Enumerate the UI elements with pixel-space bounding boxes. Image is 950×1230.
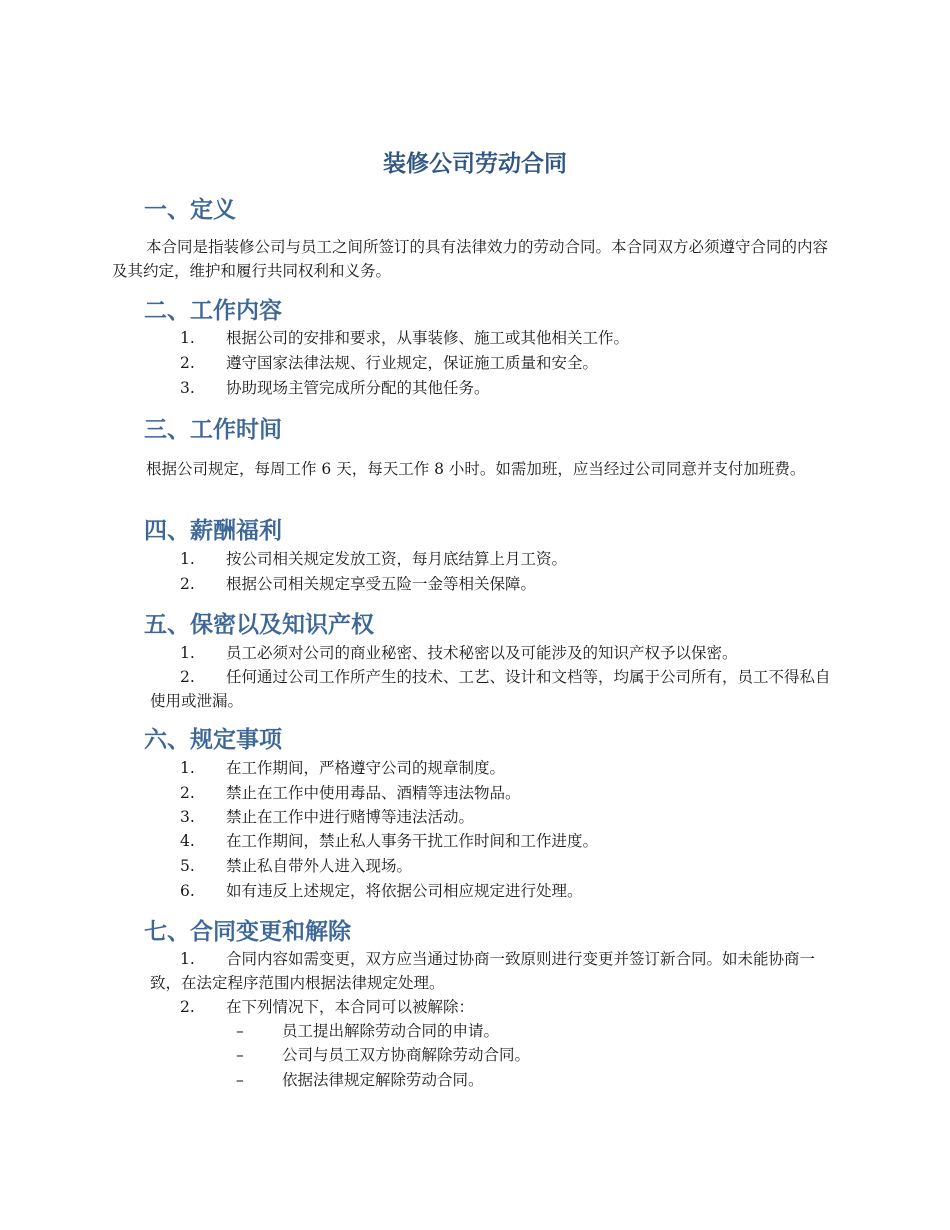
list-item	[180, 547, 567, 571]
list-item	[180, 351, 598, 375]
list-item	[150, 665, 838, 713]
list-text: 协助现场主管完成所分配的其他任务。	[226, 379, 490, 397]
list-number: 2.	[180, 668, 195, 686]
list-item	[180, 641, 738, 665]
sub-list-item	[236, 1019, 499, 1043]
section-heading-salary: 四、薪酬福利	[144, 518, 282, 544]
dash-bullet: –	[236, 1022, 244, 1040]
list-text: 遵守国家法律法规、行业规定，保证施工质量和安全。	[226, 354, 599, 372]
list-text: 在工作期间，严格遵守公司的规章制度。	[226, 759, 506, 777]
list-number: 3.	[180, 808, 195, 826]
list-number: 2.	[180, 354, 195, 372]
list-number: 1.	[180, 329, 195, 347]
list-text: 禁止在工作中进行赌博等违法活动。	[226, 808, 475, 826]
section-heading-rules: 六、规定事项	[144, 727, 282, 753]
list-item	[180, 805, 474, 829]
list-item	[180, 756, 505, 780]
list-number: 1.	[180, 759, 195, 777]
document-title: 装修公司劳动合同	[383, 151, 567, 177]
sub-list-text: 公司与员工双方协商解除劳动合同。	[282, 1046, 531, 1064]
sub-list-item	[236, 1068, 484, 1092]
list-text: 在下列情况下，本合同可以被解除：	[226, 998, 475, 1016]
list-number: 1.	[180, 644, 195, 662]
list-number: 2.	[180, 998, 195, 1016]
list-text: 禁止在工作中使用毒品、酒精等违法物品。	[226, 784, 521, 802]
list-item	[180, 829, 598, 853]
section-heading-work-content: 二、工作内容	[144, 298, 282, 324]
list-number: 2.	[180, 575, 195, 593]
section-paragraph-definition: 本合同是指装修公司与员工之间所签订的具有法律效力的劳动合同。本合同双方必须遵守合同的内容及其约定，维护和履行共同权利和义务。	[112, 238, 829, 280]
list-number: 1.	[180, 550, 195, 568]
list-item	[180, 376, 490, 400]
section-heading-definition: 一、定义	[144, 197, 236, 223]
list-text: 按公司相关规定发放工资，每月底结算上月工资。	[226, 550, 568, 568]
list-item	[180, 326, 629, 350]
list-text: 根据公司相关规定享受五险一金等相关保障。	[226, 575, 537, 593]
sub-list-item	[236, 1043, 530, 1067]
list-text: 任何通过公司工作所产生的技术、工艺、设计和文档等，均属于公司所有，员工不得私自使用或泄漏。	[150, 668, 831, 710]
list-number: 3.	[180, 379, 195, 397]
sub-list-text: 依据法律规定解除劳动合同。	[282, 1071, 484, 1089]
list-number: 4.	[180, 832, 195, 850]
section-heading-work-time: 三、工作时间	[144, 417, 282, 443]
list-text: 员工必须对公司的商业秘密、技术秘密以及可能涉及的知识产权予以保密。	[226, 644, 738, 662]
dash-bullet: –	[236, 1071, 244, 1089]
list-number: 1.	[180, 950, 195, 968]
list-number: 2.	[180, 784, 195, 802]
section-paragraph-work-time: 根据公司规定，每周工作 6 天，每天工作 8 小时。如需加班，应当经过公司同意并支付加班费。	[146, 460, 806, 478]
list-item	[150, 947, 838, 995]
list-text: 在工作期间，禁止私人事务干扰工作时间和工作进度。	[226, 832, 599, 850]
list-text: 禁止私自带外人进入现场。	[226, 857, 413, 875]
list-number: 5.	[180, 857, 195, 875]
section-heading-confidentiality: 五、保密以及知识产权	[144, 612, 374, 638]
sub-list-text: 员工提出解除劳动合同的申请。	[282, 1022, 500, 1040]
list-item	[180, 854, 412, 878]
list-text: 根据公司的安排和要求，从事装修、施工或其他相关工作。	[226, 329, 630, 347]
list-number: 6.	[180, 882, 195, 900]
list-text: 如有违反上述规定，将依据公司相应规定进行处理。	[226, 882, 583, 900]
list-item	[180, 781, 521, 805]
list-item	[180, 572, 536, 596]
list-item	[180, 879, 583, 903]
section-heading-contract-change: 七、合同变更和解除	[144, 919, 351, 945]
list-item	[180, 995, 474, 1019]
list-text: 合同内容如需变更，双方应当通过协商一致原则进行变更并签订新合同。如未能协商一致，在法定程序范围内根据法律规定处理。	[150, 950, 816, 992]
dash-bullet: –	[236, 1046, 244, 1064]
